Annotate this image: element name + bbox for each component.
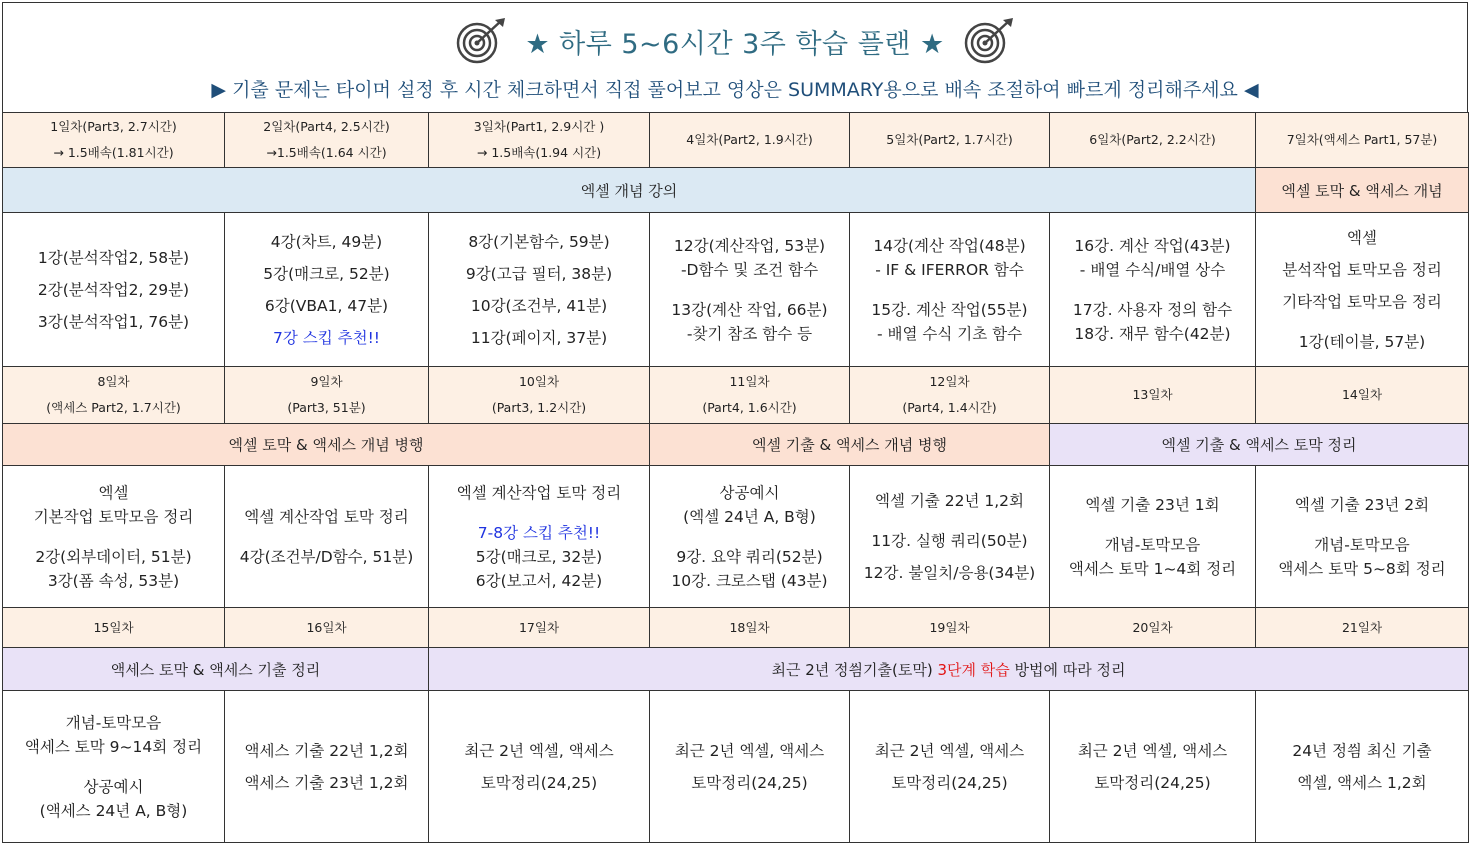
content-cell: 4강(차트, 49분) 5강(매크로, 52분) 6강(VBA1, 47분) 7강 스킵 추천!! (225, 213, 429, 367)
day-cell: 8일차 (액세스 Part2, 1.7시간) (3, 367, 225, 424)
day-cell: 12일차 (Part4, 1.4시간) (850, 367, 1050, 424)
category-cell: 엑셀 기출 & 액세스 토막 정리 (1050, 424, 1469, 466)
week3-day-row (3, 608, 1469, 648)
day-cell: 14일차 (1256, 367, 1469, 424)
content-cell: 최근 2년 엑셀, 액세스 토막정리(24,25) (850, 691, 1050, 843)
content-cell: 엑셀 기출 22년 1,2회 11강. 실행 쿼리(50분) 12강. 불일치/응용(34분) (850, 466, 1050, 608)
day-cell: 6일차(Part2, 2.2시간) (1050, 113, 1256, 168)
week1-category-row (3, 168, 1469, 213)
target-icon (453, 17, 509, 65)
target-icon (961, 17, 1017, 65)
page-subtitle: ▶ 기출 문제는 타이머 설정 후 시간 체크하면서 직접 풀어보고 영상은 SUMMARY용으로 배속 조절하여 빠르게 정리해주세요 ◀ (211, 79, 1259, 101)
category-cell: 엑셀 토막 & 액세스 개념 (1256, 168, 1469, 213)
content-cell: 엑셀 계산작업 토막 정리 7-8강 스킵 추천!! 5강(매크로, 32분) 6강(보고서, 42분) (429, 466, 650, 608)
day-cell: 18일차 (650, 608, 850, 648)
week3-category-row (3, 648, 1469, 691)
content-cell: 엑셀 기본작업 토막모음 정리 2강(외부데이터, 51분) 3강(폼 속성, 53분) (3, 466, 225, 608)
content-cell: 24년 정씜 최신 기출 엑셀, 액세스 1,2회 (1256, 691, 1469, 843)
day-cell: 2일차(Part4, 2.5시간) →1.5배속(1.64 시간) (225, 113, 429, 168)
category-cell: 엑셀 개념 강의 (3, 168, 1256, 213)
title-row (3, 17, 1467, 65)
day-cell: 16일차 (225, 608, 429, 648)
content-cell: 개념-토막모음 액세스 토막 9~14회 정리 상공예시 (액세스 24년 A, B형) (3, 691, 225, 843)
content-cell: 엑셀 기출 23년 1회 개념-토막모음 액세스 토막 1~4회 정리 (1050, 466, 1256, 608)
day-cell: 7일차(액세스 Part1, 57분) (1256, 113, 1469, 168)
day-cell: 13일차 (1050, 367, 1256, 424)
content-cell: 최근 2년 엑셀, 액세스 토막정리(24,25) (650, 691, 850, 843)
week3-content-row (3, 691, 1469, 843)
day-cell: 20일차 (1050, 608, 1256, 648)
category-cell: 최근 2년 정씜기출(토막) 3단계 학습 방법에 따라 정리 (429, 648, 1469, 691)
week2-day-row (3, 367, 1469, 424)
category-cell: 엑셀 기출 & 액세스 개념 병행 (650, 424, 1050, 466)
day-cell: 15일차 (3, 608, 225, 648)
day-cell: 4일차(Part2, 1.9시간) (650, 113, 850, 168)
content-cell: 14강(계산 작업(48분) - IF & IFERROR 함수 15강. 계산 작업(55분) - 배열 수식 기초 함수 (850, 213, 1050, 367)
day-cell: 19일차 (850, 608, 1050, 648)
highlight-text: 3단계 학습 (937, 660, 1010, 679)
day-cell: 5일차(Part2, 1.7시간) (850, 113, 1050, 168)
content-cell: 액세스 기출 22년 1,2회 액세스 기출 23년 1,2회 (225, 691, 429, 843)
study-plan-table (2, 112, 1469, 843)
day-cell: 10일차 (Part3, 1.2시간) (429, 367, 650, 424)
content-cell: 엑셀 기출 23년 2회 개념-토막모음 액세스 토막 5~8회 정리 (1256, 466, 1469, 608)
week2-content-row (3, 466, 1469, 608)
week1-day-row (3, 113, 1469, 168)
day-cell: 3일차(Part1, 2.9시간 ) → 1.5배속(1.94 시간) (429, 113, 650, 168)
content-cell: 12강(계산작업, 53분) -D함수 및 조건 함수 13강(계산 작업, 66분) -찾기 참조 함수 등 (650, 213, 850, 367)
plan-header (2, 2, 1468, 112)
content-cell: 상공예시 (엑셀 24년 A, B형) 9강. 요약 쿼리(52분) 10강. 크로스탭 (43분) (650, 466, 850, 608)
category-cell: 액세스 토막 & 액세스 기출 정리 (3, 648, 429, 691)
day-cell: 11일차 (Part4, 1.6시간) (650, 367, 850, 424)
week1-content-row (3, 213, 1469, 367)
content-cell: 엑셀 계산작업 토막 정리 4강(조건부/D함수, 51분) (225, 466, 429, 608)
content-cell: 8강(기본함수, 59분) 9강(고급 필터, 38분) 10강(조건부, 41분) 11강(페이지, 37분) (429, 213, 650, 367)
content-cell: 16강. 계산 작업(43분) - 배열 수식/배열 상수 17강. 사용자 정의 함수 18강. 재무 함수(42분) (1050, 213, 1256, 367)
content-cell: 엑셀 분석작업 토막모음 정리 기타작업 토막모음 정리 1강(테이블, 57분) (1256, 213, 1469, 367)
content-cell: 1강(분석작업2, 58분) 2강(분석작업2, 29분) 3강(분석작업1, 76분) (3, 213, 225, 367)
content-cell: 최근 2년 엑셀, 액세스 토막정리(24,25) (429, 691, 650, 843)
content-cell: 최근 2년 엑셀, 액세스 토막정리(24,25) (1050, 691, 1256, 843)
day-cell: 1일차(Part3, 2.7시간) → 1.5배속(1.81시간) (3, 113, 225, 168)
page-title: ★ 하루 5~6시간 3주 학습 플랜 ★ (525, 28, 945, 60)
day-cell: 21일차 (1256, 608, 1469, 648)
week2-category-row (3, 424, 1469, 466)
category-cell: 엑셀 토막 & 액세스 개념 병행 (3, 424, 650, 466)
day-cell: 17일차 (429, 608, 650, 648)
day-cell: 9일차 (Part3, 51분) (225, 367, 429, 424)
